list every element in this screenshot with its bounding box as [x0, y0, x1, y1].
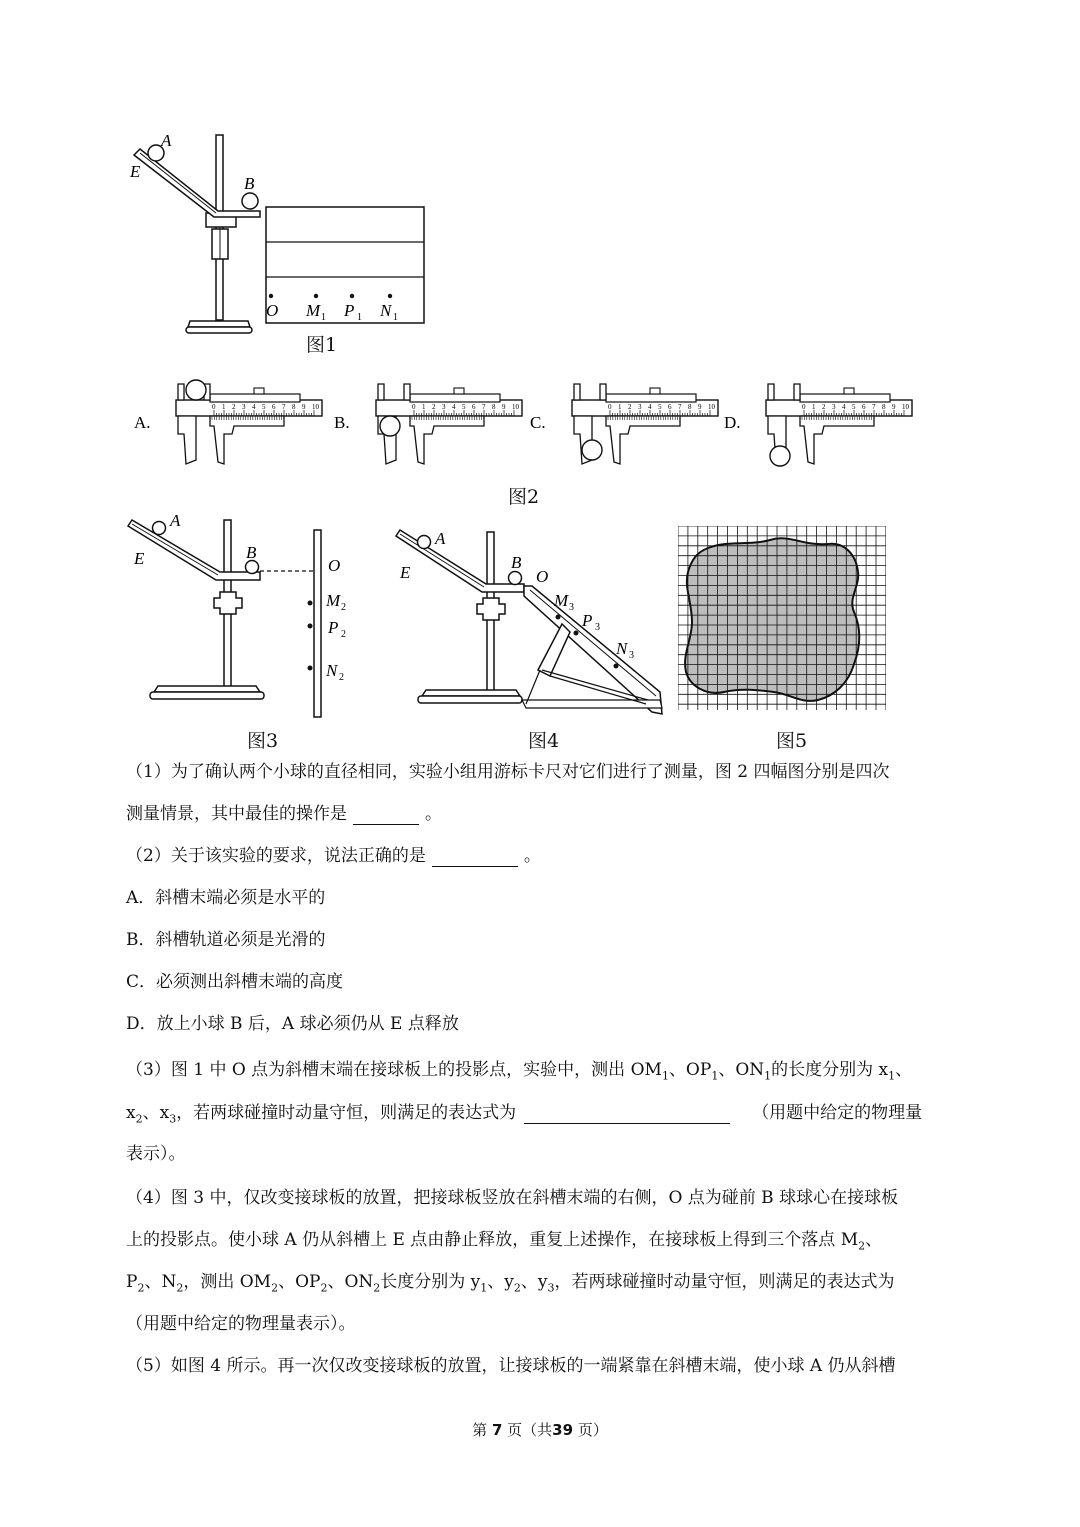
q2-option-a: A．斜槽末端必须是水平的 [126, 888, 326, 908]
figure-4 [390, 520, 680, 720]
fig2-caption: 图2 [508, 486, 540, 508]
fig4-sub-m: 3 [569, 602, 574, 613]
caliper-digit: 5 [462, 403, 466, 411]
fig4-label-m: M [554, 591, 569, 610]
caliper-option-a [134, 374, 326, 470]
caliper-digit: 8 [292, 403, 296, 411]
caliper-digit: 7 [482, 403, 486, 411]
fig1-label-m: M [306, 301, 321, 320]
figure-5 [678, 526, 886, 710]
fig1-label-p: P [344, 301, 355, 320]
caliper-digit: 3 [638, 403, 642, 411]
q3-line1: （3）图 1 中 O 点为斜槽末端在接球板上的投影点，实验中，测出 $OM_1$、$OP_1$、$ON_1$的长度分别为 $x_1$、 [126, 1060, 913, 1083]
caliper-digit: 4 [648, 403, 652, 411]
fig1-label-o: O [266, 301, 279, 320]
fig4-sub-p: 3 [595, 622, 600, 633]
caliper-digit: 8 [492, 403, 496, 411]
q1-answer-blank[interactable] [353, 806, 419, 825]
caliper-digit: 1 [222, 403, 226, 411]
q1-line2: 测量情景，其中最佳的操作是 。 [126, 804, 442, 824]
caliper-option-b [334, 374, 526, 470]
fig4-label-n: N [616, 639, 628, 658]
q4-line1: （4）图 3 中，仅改变接球板的放置，把接球板竖放在斜槽末端的右侧，O 点为碰前 B 球球心在接球板 [126, 1188, 899, 1208]
caliper-digit: 6 [472, 403, 476, 411]
caliper-digit: 5 [852, 403, 856, 411]
fig4-caption: 图4 [528, 730, 560, 752]
fig3-label-o: O [328, 556, 341, 575]
caliper-digit: 0 [412, 403, 416, 411]
caliper-digit: 1 [812, 403, 816, 411]
caliper-option-d [724, 374, 916, 470]
fig4-label-o: O [536, 567, 549, 586]
q4-line3: $P_2$、$N_2$，测出 $OM_2$、$OP_2$、$ON_2$长度分别为 $y_1$、$y_2$、$y_3$，若两球碰撞时动量守恒，则满足的表达式为 [126, 1272, 895, 1295]
fig1-caption: 图1 [306, 334, 338, 356]
q3-line2: $x_2$、$x_3$，若两球碰撞时动量守恒，则满足的表达式为 （用题中给定的物理量 [126, 1103, 923, 1126]
fig3-sub-p: 2 [341, 629, 346, 640]
fig1-label-a: A [161, 131, 172, 150]
q3-line3: 表示）。 [126, 1144, 186, 1164]
caliper-digit: 2 [628, 403, 632, 411]
q4-line4: （用题中给定的物理量表示）。 [126, 1314, 356, 1334]
caliper-digit: 3 [832, 403, 836, 411]
fig3-sub-m: 2 [341, 602, 346, 613]
fig5-caption: 图5 [776, 730, 808, 752]
caliper-digit: 6 [862, 403, 866, 411]
fig3-label-e: E [134, 549, 145, 568]
fig1-label-b: B [244, 174, 255, 193]
fig3-label-b: B [246, 543, 257, 562]
caliper-digit: 3 [442, 403, 446, 411]
caliper-digit: 3 [242, 403, 246, 411]
caliper-option-label: A. [134, 413, 151, 432]
fig3-label-a: A [170, 512, 181, 530]
fig1-label-n: N [380, 301, 392, 320]
caliper-digit: 2 [232, 403, 236, 411]
caliper-digit: 7 [282, 403, 286, 411]
fig1-sub-m: 1 [321, 312, 326, 323]
fig3-label-p: P [328, 618, 339, 637]
caliper-digit: 9 [698, 403, 702, 411]
q3-answer-blank[interactable] [524, 1105, 730, 1124]
caliper-option-label: C. [530, 413, 546, 432]
caliper-digit: 10 [512, 403, 519, 411]
fig4-label-p: P [582, 611, 593, 630]
caliper-digit: 1 [618, 403, 622, 411]
caliper-option-label: D. [724, 413, 741, 432]
fig1-sub-n: 1 [393, 312, 398, 323]
q2-option-b: B．斜槽轨道必须是光滑的 [126, 930, 326, 950]
fig4-label-a: A [435, 529, 446, 548]
caliper-digit: 9 [302, 403, 306, 411]
q2-option-c: C．必须测出斜槽末端的高度 [126, 972, 344, 992]
caliper-digit: 4 [252, 403, 256, 411]
caliper-digit: 6 [272, 403, 276, 411]
caliper-digit: 0 [802, 403, 806, 411]
caliper-digit: 5 [262, 403, 266, 411]
fig4-label-b: B [511, 553, 522, 572]
caliper-digit: 2 [432, 403, 436, 411]
caliper-digit: 5 [658, 403, 662, 411]
caliper-option-c [530, 374, 722, 470]
caliper-digit: 8 [882, 403, 886, 411]
caliper-option-label: B. [334, 413, 350, 432]
caliper-digit: 4 [452, 403, 456, 411]
caliper-digit: 10 [312, 403, 319, 411]
q2-line: （2）关于该实验的要求，说法正确的是 。 [126, 846, 541, 866]
page-footer: 第 7 页（共39 页） [472, 1421, 608, 1439]
caliper-digit: 1 [422, 403, 426, 411]
fig4-label-e: E [400, 563, 411, 582]
figure-3 [120, 512, 370, 727]
fig3-label-n: N [326, 661, 338, 680]
fig3-sub-n: 2 [339, 672, 344, 683]
caliper-digit: 10 [708, 403, 715, 411]
q4-line2: 上的投影点。使小球 A 仍从斜槽上 E 点由静止释放，重复上述操作，在接球板上得到三个落点 $M_2$、 [126, 1230, 883, 1253]
fig4-sub-n: 3 [629, 650, 634, 661]
fig1-sub-p: 1 [357, 312, 362, 323]
q2-answer-blank[interactable] [432, 848, 518, 867]
figure-1 [120, 125, 440, 355]
caliper-digit: 10 [902, 403, 909, 411]
caliper-digit: 0 [212, 403, 216, 411]
q2-option-d: D．放上小球 B 后，A 球必须仍从 E 点释放 [126, 1014, 459, 1034]
caliper-digit: 2 [822, 403, 826, 411]
q5-line1: （5）如图 4 所示。再一次仅改变接球板的放置，让接球板的一端紧靠在斜槽末端，使小球 A 仍从斜槽 [126, 1356, 896, 1376]
fig3-label-m: M [326, 591, 341, 610]
fig1-label-e: E [130, 162, 141, 181]
caliper-digit: 7 [872, 403, 876, 411]
caliper-digit: 8 [688, 403, 692, 411]
fig3-caption: 图3 [247, 730, 279, 752]
caliper-digit: 9 [892, 403, 896, 411]
caliper-digit: 6 [668, 403, 672, 411]
caliper-digit: 7 [678, 403, 682, 411]
caliper-digit: 4 [842, 403, 846, 411]
q1-line1: （1）为了确认两个小球的直径相同，实验小组用游标卡尺对它们进行了测量，图 2 四幅图分别是四次 [126, 762, 890, 782]
caliper-digit: 9 [502, 403, 506, 411]
caliper-digit: 0 [608, 403, 612, 411]
